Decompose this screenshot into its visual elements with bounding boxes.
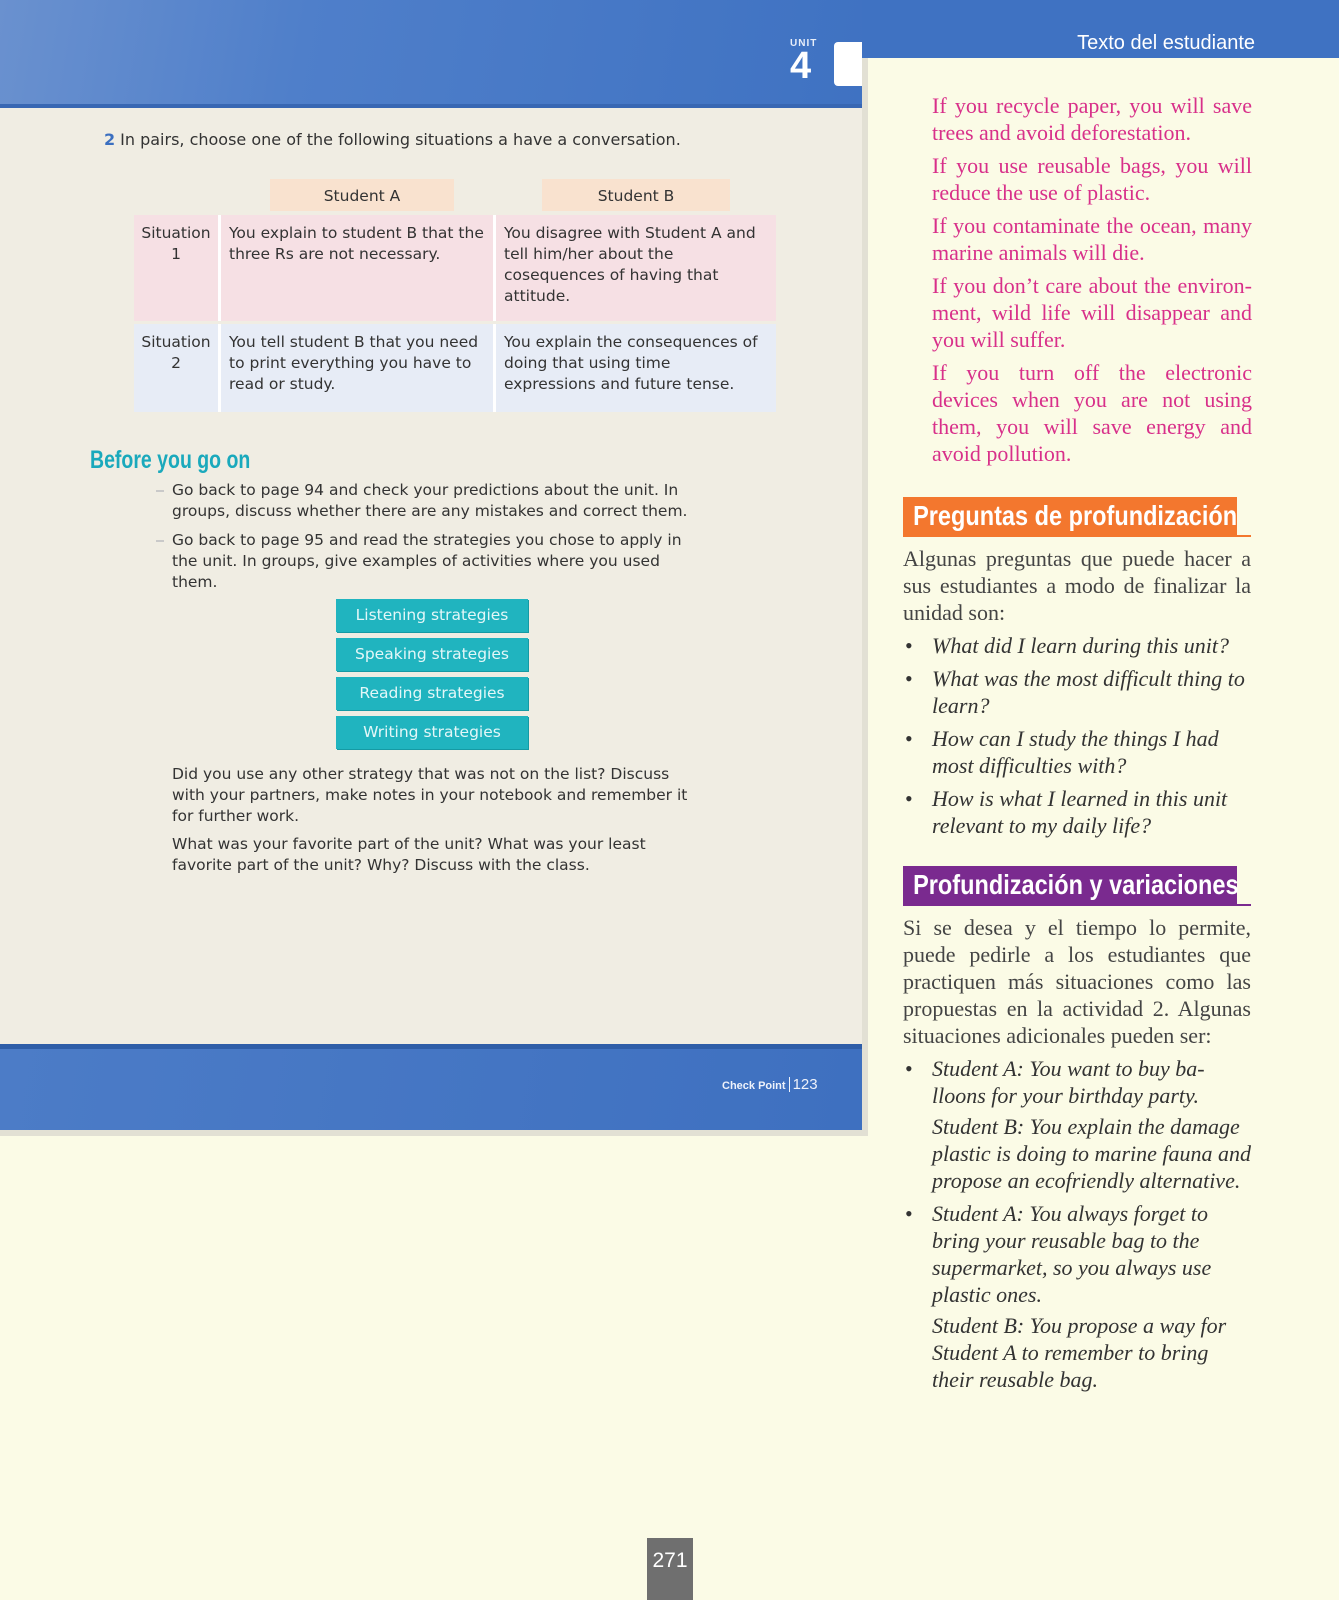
reflection-paragraph: What was your favorite part of the unit? What was your least favorite part of the unit? Why? Discuss with the class. <box>172 835 646 874</box>
dash-bullet-icon <box>156 490 164 492</box>
strategy-list <box>336 599 528 755</box>
unit-badge <box>790 38 818 87</box>
activity-number: 2 <box>104 130 116 149</box>
example-sentence: If you turn off the electronic devices when you are not using them, you will save energy and avoid pollution. <box>932 360 1252 466</box>
unit-label: UNIT <box>790 38 818 49</box>
list-item: • How can I study the things I had most difficulties with? <box>903 725 1251 779</box>
reflection-paragraph: Did you use any other strategy that was not on the list? Discuss with your partners, make notes in your notebook and remember it for further work. <box>172 765 688 825</box>
column-header-student-a: Student A <box>270 179 454 211</box>
student-a-cell: You explain to student B that the three Rs are not necessary. <box>221 215 496 321</box>
unit-number: 4 <box>790 45 812 87</box>
example-sentences <box>932 92 1252 473</box>
student-b-cell: You disagree with Student A and tell him/her about the cosequences of having that attitude. <box>504 224 756 305</box>
activity-instruction <box>104 130 681 149</box>
list-item: • How is what I learned in this unit relevant to my daily life? <box>903 785 1251 839</box>
list-item: Student B: You explain the damage plastic is doing to marine fauna and propose an ecofriendly alternative. <box>932 1114 1251 1193</box>
speaking-strategies-box: Speaking strategies <box>336 638 528 671</box>
table-row <box>134 215 776 321</box>
example-sentence: If you use reusable bags, you will reduce the use of plastic. <box>932 153 1252 205</box>
book-top-band <box>0 0 862 108</box>
book-page-number: 123 <box>792 1076 818 1093</box>
situation-label-number: 2 <box>171 354 181 372</box>
section-heading-text: Profundización y variaciones <box>913 869 1239 900</box>
student-b-cell: You explain the consequences of doing that using time expressions and future tense. <box>504 333 758 393</box>
situations-table <box>134 179 776 412</box>
example-sentence: If you don’t care about the environment, wild life will disappear and you will suffer. <box>932 273 1252 352</box>
book-page-footer <box>722 1076 818 1094</box>
section-intro: Si se desea y el tiempo lo permite, puede pedirle a los estudiantes que practiquen más situaciones como las propuestas en la actividad 2. Algunas situaciones adicionales pueden ser: <box>903 915 1251 1048</box>
list-item: Student B: You propose a way for Student A to remember to bring their reusable bag. <box>932 1313 1227 1392</box>
list-item: • What was the most difficult thing to learn? <box>903 665 1251 719</box>
writing-strategies-box: Writing strategies <box>336 716 528 749</box>
table-row <box>134 324 776 412</box>
list-item: • Student A: You always forget to bring your reusable bag to the supermarket, so you always use plastic ones. <box>903 1200 1251 1308</box>
situation-label-number: 1 <box>171 245 181 263</box>
list-item: • What did I learn during this unit? <box>903 632 1251 659</box>
footer-divider <box>789 1077 790 1092</box>
example-sentence: If you recycle paper, you will save trees and avoid deforestation. <box>932 93 1252 145</box>
example-sentence: If you contaminate the ocean, many marine animals will die. <box>932 213 1252 265</box>
section-intro: Algunas preguntas que puede hacer a sus estudiantes a modo de finalizar la unidad son: <box>903 546 1251 625</box>
situation-list <box>903 1055 1251 1399</box>
situation-label-word: Situation <box>141 333 211 351</box>
student-book-page <box>0 0 868 1136</box>
question-list <box>903 632 1251 845</box>
page-number: 271 <box>647 1538 693 1600</box>
section-heading-preguntas <box>903 497 1251 537</box>
list-item: • Student A: You want to buy balloons for your birthday party. <box>903 1055 1251 1109</box>
activity-instruction-text: In pairs, choose one of the following situations a have a conversation. <box>120 130 681 149</box>
guide-header-title: Texto del estudiante <box>1077 32 1255 54</box>
unit-tab <box>834 42 862 86</box>
before-you-go-on-item: Go back to page 95 and read the strategies you chose to apply in the unit. In groups, give examples of activities where you used them. <box>172 531 682 591</box>
situations-table-header <box>134 179 776 213</box>
dash-bullet-icon <box>156 540 164 542</box>
footer-label: Check Point <box>722 1080 786 1092</box>
before-you-go-on-item: Go back to page 94 and check your predictions about the unit. In groups, discuss whether there are any mistakes and correct them. <box>172 481 688 520</box>
situation-label <box>134 324 221 412</box>
situation-label <box>134 215 221 321</box>
column-header-student-b: Student B <box>542 179 730 211</box>
student-a-cell: You tell student B that you need to print everything you have to read or study. <box>221 324 496 412</box>
section-heading-text: Preguntas de profundización <box>913 500 1238 531</box>
section-heading-variaciones <box>903 866 1251 906</box>
guide-header-band <box>862 0 1339 58</box>
listening-strategies-box: Listening strategies <box>336 599 528 632</box>
reading-strategies-box: Reading strategies <box>336 677 528 710</box>
situation-label-word: Situation <box>141 224 211 242</box>
before-you-go-on-title: Before you go on <box>90 446 251 474</box>
